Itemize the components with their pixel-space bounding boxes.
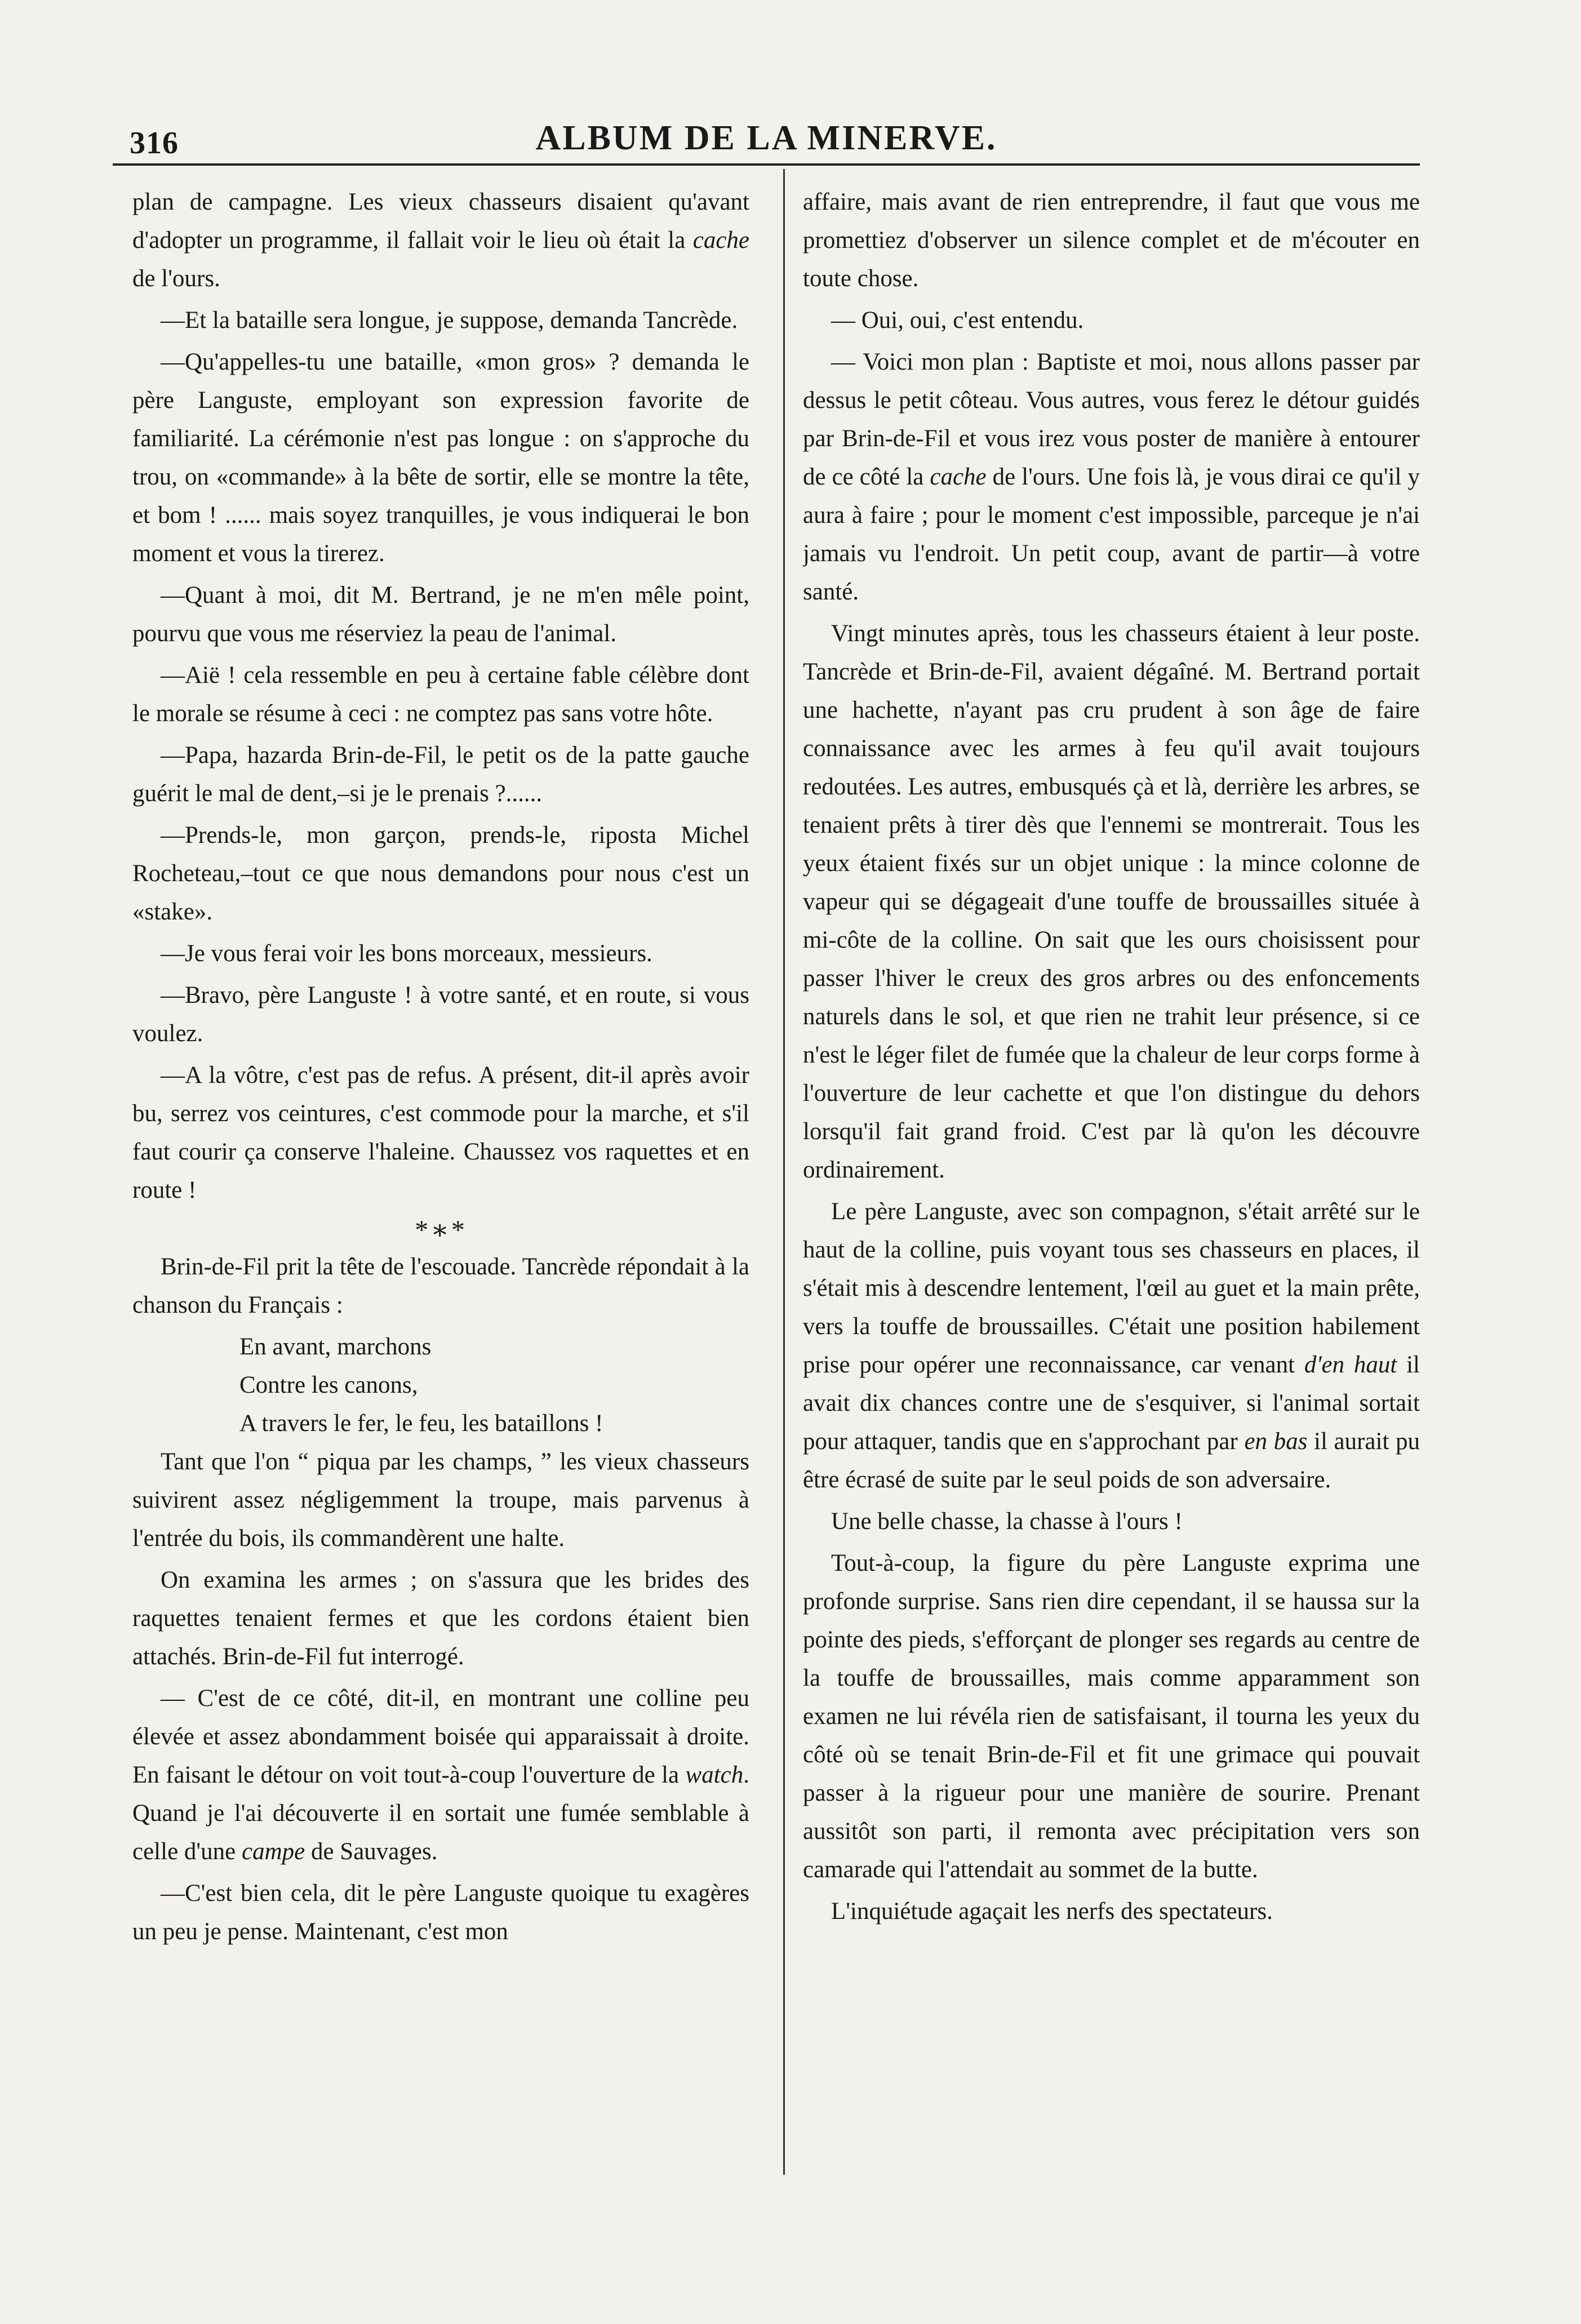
- verse-line: En avant, marchons: [239, 1334, 432, 1360]
- paragraph: —C'est bien cela, dit le père Languste quoique tu exagères un peu je pense. Maintenant, c'est mon: [132, 1880, 749, 1945]
- paragraph: —Bravo, père Languste ! à votre santé, et en route, si vous voulez.: [132, 982, 749, 1047]
- running-title: ALBUM DE LA MINERVE.: [535, 119, 997, 157]
- paragraph: On examina les armes ; on s'assura que les brides des raquettes tenaient fermes et que les cordons étaient bien attachés. Brin-de-Fil fut interrogé.: [132, 1567, 749, 1670]
- paragraph: —Prends-le, mon garçon, prends-le, riposta Michel Rocheteau,–tout ce que nous demandons pour nous c'est un «stake».: [132, 822, 749, 925]
- paragraph: Le père Languste, avec son compagnon, s'était arrêté sur le haut de la colline, puis voyant tous ses chasseurs en places, il s'était mis à descendre lentement, l'œil au guet et la main prête, vers la touffe de broussailles. C'était une position habilement prise pour opérer une reconnaissance, car venant d'en haut il avait dix chances contre une de s'esquiver, si l'animal sortait pour attaquer, tandis que en s'approchant par en bas il aurait pu être écrasé de suite par le seul poids de son adversaire.: [803, 1198, 1420, 1493]
- section-ornament: *∗*: [415, 1215, 467, 1245]
- paragraph: Brin-de-Fil prit la tête de l'escouade. Tancrède répondait à la chanson du Français :: [132, 1254, 749, 1318]
- paragraph: affaire, mais avant de rien entreprendre, il faut que vous me promettiez d'observer un silence complet et de m'écouter en toute chose.: [803, 189, 1420, 292]
- paragraph: — Oui, oui, c'est entendu.: [831, 307, 1084, 334]
- paragraph: Vingt minutes après, tous les chasseurs étaient à leur poste. Tancrède et Brin-de-Fil, avaient dégaîné. M. Bertrand portait une hachette, n'ayant pas cru prudent à son âge de faire connaissance avec les armes à feu qu'il avait toujours redoutées. Les autres, embusqués çà et là, derrière les arbres, se tenaient prêts à tirer dès que l'ennemi se montrerait. Tous les yeux étaient fixés sur un objet unique : la mince colonne de vapeur qui se dégageait d'une touffe de broussailles située à mi-côte de la colline. On sait que les ours choisissent pour passer l'hiver le creux des gros arbres ou des enfoncements naturels dans le sol, et que rien ne trahit leur présence, si ce n'est le léger filet de fumée que la chaleur de leur corps forme à l'ouverture de leur cachette et que l'on distingue du dehors lorsqu'il fait grand froid. C'est par là qu'on les découvre ordinairement.: [803, 620, 1420, 1183]
- song-verse: [132, 1328, 749, 1443]
- page-header: [113, 113, 1420, 166]
- paragraph: —A la vôtre, c'est pas de refus. A présent, dit-il après avoir bu, serrez vos ceintures, c'est commode pour la marche, et s'il faut courir ça conserve l'haleine. Chaussez vos raquettes et en route !: [132, 1062, 749, 1203]
- paragraph: Tout-à-coup, la figure du père Languste exprima une profonde surprise. Sans rien dire cependant, il se haussa sur la pointe des pieds, s'efforçant de plonger ses regards au centre de la touffe de broussailles, mais comme apparamment son examen ne lui révéla rien de satisfaisant, il tourna les yeux du côté où se tenait Brin-de-Fil et fit une grimace qui pouvait passer à la rigueur pour une manière de sourire. Prenant aussitôt son parti, il remonta avec précipitation vers son camarade qui l'attendait au sommet de la butte.: [803, 1550, 1420, 1883]
- paragraph: — Voici mon plan : Baptiste et moi, nous allons passer par dessus le petit côteau. Vous autres, vous ferez le détour guidés par Brin-de-Fil et vous irez vous poster de manière à entourer de ce côté la cache de l'ours. Une fois là, je vous dirai ce qu'il y aura à faire ; pour le moment c'est impossible, parceque je n'ai jamais vu l'endroit. Un petit coup, avant de partir—à votre santé.: [803, 349, 1420, 605]
- paragraph: —Qu'appelles-tu une bataille, «mon gros» ? demanda le père Languste, employant son expression favorite de familiarité. La cérémonie n'est pas longue : on s'approche du trou, on «commande» à la bête de sortir, elle se montre la tête, et bom ! ...... mais soyez tranquilles, je vous indiquerai le bon moment et vous la tirerez.: [132, 349, 749, 567]
- paragraph: plan de campagne. Les vieux chasseurs disaient qu'avant d'adopter un programme, il fallait voir le lieu où était la cache de l'ours.: [132, 189, 749, 292]
- column-divider: [783, 169, 785, 2175]
- verse-line: Contre les canons,: [239, 1372, 418, 1398]
- paragraph: —Papa, hazarda Brin-de-Fil, le petit os de la patte gauche guérit le mal de dent,–si je le prenais ?......: [132, 742, 749, 807]
- paragraph: —Aië ! cela ressemble en peu à certaine fable célèbre dont le morale se résume à ceci : ne comptez pas sans votre hôte.: [132, 662, 749, 727]
- paragraph: —Je vous ferai voir les bons morceaux, messieurs.: [161, 940, 652, 967]
- paragraph: —Quant à moi, dit M. Bertrand, je ne m'en mêle point, pourvu que vous me réserviez la peau de l'animal.: [132, 582, 749, 647]
- paragraph: — C'est de ce côté, dit-il, en montrant une colline peu élevée et assez abondamment boisée qui apparaissait à droite. En faisant le détour on voit tout-à-coup l'ouverture de la watch. Quand je l'ai découverte il en sortait une fumée semblable à celle d'une campe de Sauvages.: [132, 1685, 749, 1865]
- page-number: 316: [130, 126, 179, 161]
- paragraph: L'inquiétude agaçait les nerfs des spectateurs.: [831, 1898, 1273, 1925]
- paragraph: Une belle chasse, la chasse à l'ours !: [831, 1508, 1183, 1535]
- paragraph: Tant que l'on “ piqua par les champs, ” les vieux chasseurs suivirent assez négligemment la troupe, mais parvenus à l'entrée du bois, ils commandèrent une halte.: [132, 1448, 749, 1552]
- verse-line: A travers le fer, le feu, les bataillons !: [239, 1410, 603, 1437]
- right-column: [803, 183, 1420, 2223]
- left-column: [132, 183, 749, 2223]
- paragraph: —Et la bataille sera longue, je suppose, demanda Tancrède.: [161, 307, 738, 334]
